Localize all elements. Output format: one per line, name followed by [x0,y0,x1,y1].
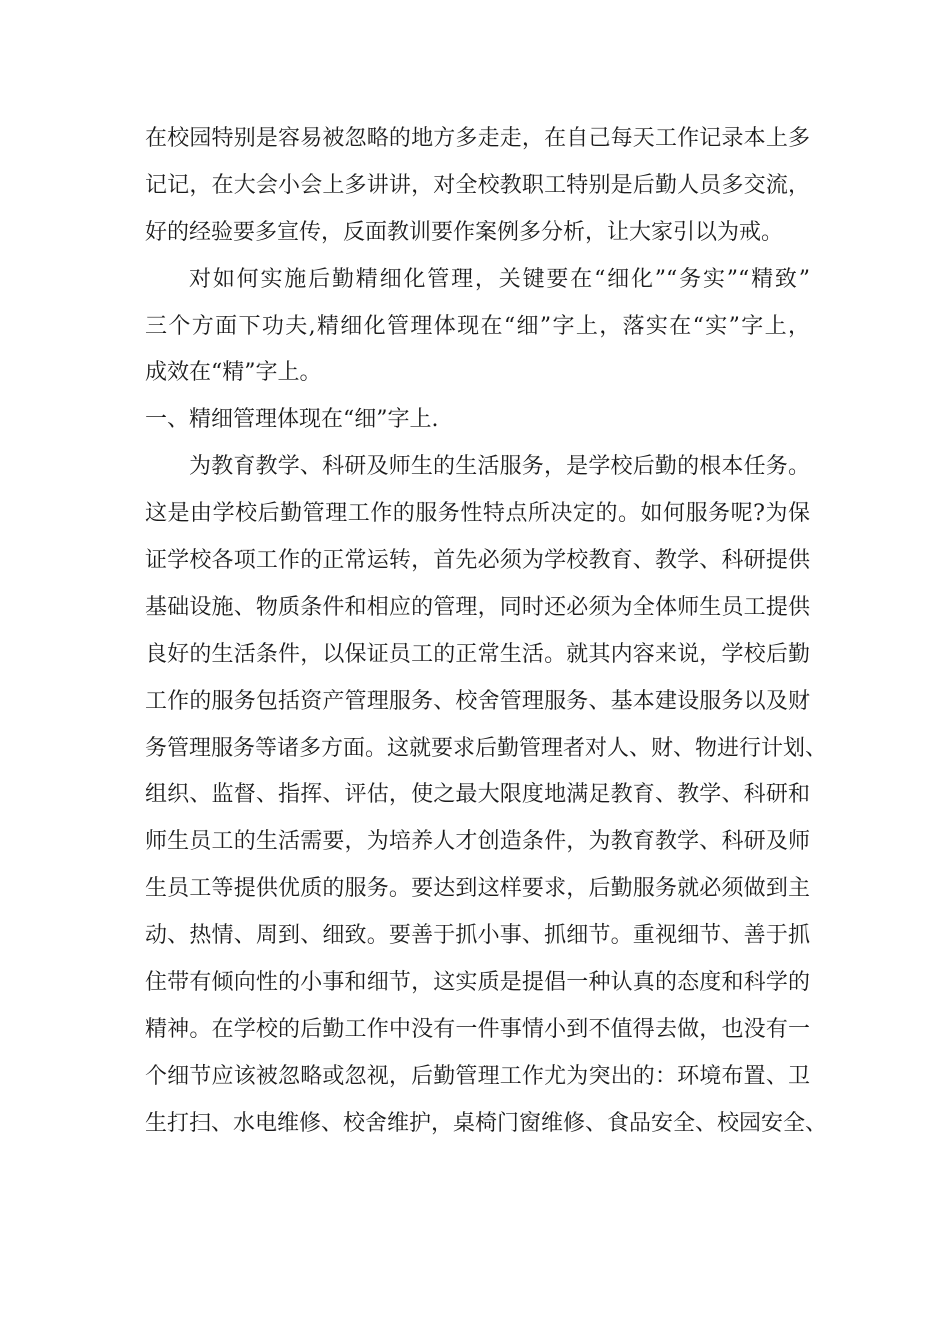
text-line: 动、热情、周到、细致。要善于抓小事、抓细节。重视细节、善于抓 [145,923,810,949]
text-line: 务管理服务等诸多方面。这就要求后勤管理者对人、财、物进行计划、 [145,735,828,761]
text-line: 在校园特别是容易被忽略的地方多走走，在自己每天工作记录本上多 [145,126,810,151]
text-line: 精神。在学校的后勤工作中没有一件事情小到不值得去做，也没有一 [145,1016,810,1042]
text-line: 为教育教学、科研及师生的生活服务，是学校后勤的根本任务。 [189,454,810,480]
text-line: 好的经验要多宣传，反面教训要作案例多分析，让大家引以为戒。 [145,219,784,245]
text-line: 个细节应该被忽略或忽视，后勤管理工作尤为突出的：环境布置、卫 [145,1063,810,1089]
text-line: 三个方面下功夫,精细化管理体现在“细”字上，落实在“实”字上， [145,313,810,339]
text-line: 师生员工的生活需要，为培养人才创造条件，为教育教学、科研及师 [145,829,810,855]
text-line: 一、精细管理体现在“细”字上. [145,407,439,433]
text-line: 记记，在大会小会上多讲讲，对全校教职工特别是后勤人员多交流， [145,172,810,198]
document-body [145,116,828,1148]
text-line: 良好的生活条件，以保证员工的正常生活。就其内容来说，学校后勤 [145,641,810,667]
text-line: 组织、监督、指挥、评估，使之最大限度地满足教育、教学、科研和 [145,782,810,808]
text-line: 基础设施、物质条件和相应的管理，同时还必须为全体师生员工提供 [145,594,810,620]
text-line: 生打扫、水电维修、校舍维护，桌椅门窗维修、食品安全、校园安全、 [145,1110,828,1136]
text-line: 对如何实施后勤精细化管理，关键要在“细化”“务实”“精致” [189,266,810,292]
text-line: 这是由学校后勤管理工作的服务性特点所决定的。如何服务呢?为保 [145,501,810,527]
text-line: 工作的服务包括资产管理服务、校舍管理服务、基本建设服务以及财 [145,688,810,714]
text-line: 证学校各项工作的正常运转，首先必须为学校教育、教学、科研提供 [145,548,810,574]
text-line: 住带有倾向性的小事和细节，这实质是提倡一种认真的态度和科学的 [145,970,810,996]
text-line: 成效在“精”字上。 [145,360,322,386]
text-line: 生员工等提供优质的服务。要达到这样要求，后勤服务就必须做到主 [145,876,810,902]
